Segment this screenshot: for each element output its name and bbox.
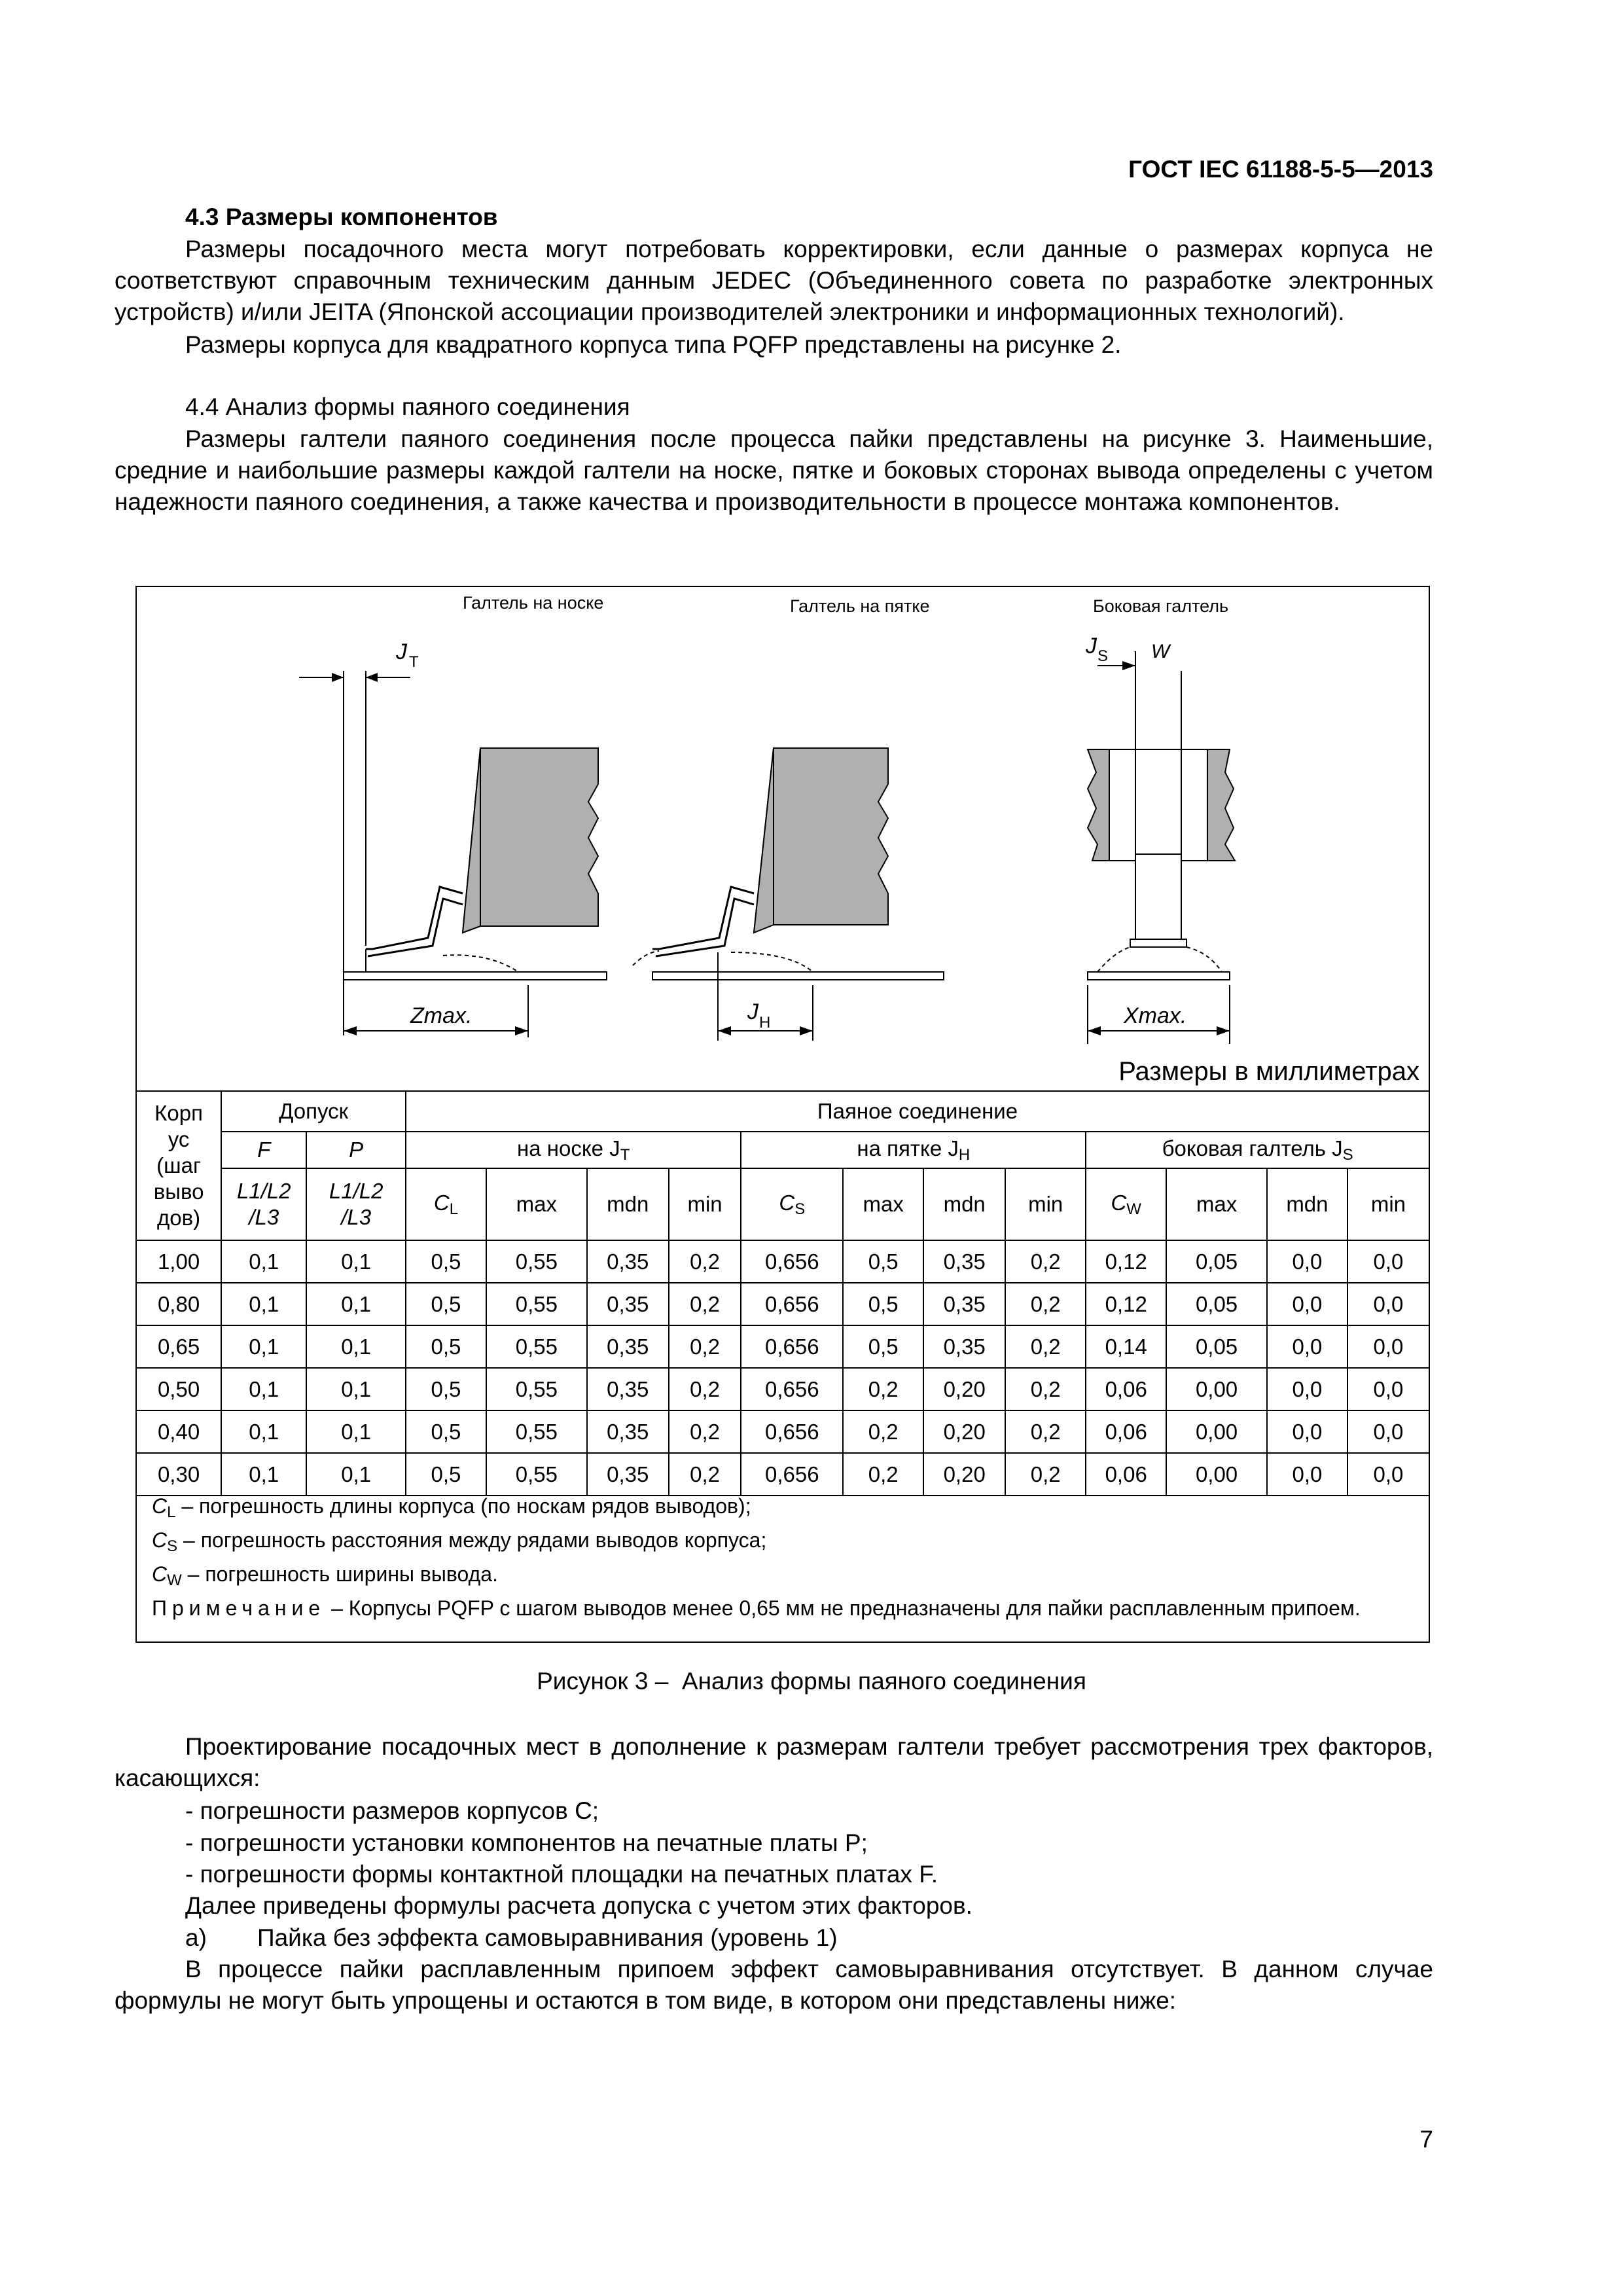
table-cell: 0,2: [843, 1410, 923, 1453]
table-cell: 0,20: [923, 1368, 1005, 1410]
table-cell: 0,80: [136, 1283, 221, 1325]
note-cl: $C_L$ – погрешность длины корпуса (по носкам рядов выводов);: [152, 1494, 751, 1521]
table-cell: 0,2: [1005, 1368, 1086, 1410]
section-4-4-para1: Размеры галтели паяного соединения после процесса пайки представлены на рисунке 3. Наименьшие, средние и наибольшие размеры каждой галтели на носке, пятке и боковых сторонах вывода определены с учетом надежности паяного соединения, а также качества и производительности в процессе монтажа компонентов.: [115, 425, 1433, 515]
table-cell: 0,1: [221, 1410, 306, 1453]
table-cell: 0,2: [1005, 1325, 1086, 1368]
list-item-1: - погрешности размеров корпусов C;: [185, 1797, 599, 1824]
table-cell: 0,05: [1166, 1283, 1267, 1325]
note-cw: $C_W$ – погрешность ширины вывода.: [152, 1562, 498, 1589]
header-side-max: max: [1166, 1168, 1267, 1240]
table-cell: 0,2: [669, 1453, 741, 1496]
svg-text:H: H: [759, 1014, 771, 1031]
table-cell: 0,2: [1005, 1410, 1086, 1453]
figure-caption: Рисунок 3 – Анализ формы паяного соединения: [537, 1668, 1086, 1695]
heel-fillet-drawing: [633, 748, 944, 1041]
svg-text:T: T: [409, 653, 419, 671]
solder-joint-diagram: [135, 586, 1430, 1090]
table-cell: 0,35: [923, 1240, 1005, 1283]
svg-text:S: S: [1097, 647, 1109, 665]
table-cell: 0,656: [741, 1410, 843, 1453]
table-cell: 0,35: [587, 1283, 669, 1325]
list-item-3: - погрешности формы контактной площадки на печатных платах F.: [185, 1861, 938, 1888]
table-cell: 0,2: [843, 1453, 923, 1496]
table-cell: 0,0: [1347, 1325, 1429, 1368]
table-cell: 0,00: [1166, 1410, 1267, 1453]
section-4-4-title: 4.4 Анализ формы паяного соединения: [185, 393, 630, 420]
units-label: Размеры в миллиметрах: [1118, 1057, 1419, 1086]
header-f: F: [221, 1132, 306, 1168]
header-p: P: [306, 1132, 406, 1168]
page-number: 7: [1419, 2126, 1433, 2153]
table-cell: 0,06: [1086, 1453, 1166, 1496]
header-heel-min: min: [1005, 1168, 1086, 1240]
table-cell: 0,00: [1166, 1368, 1267, 1410]
table-cell: 0,0: [1347, 1368, 1429, 1410]
table-cell: 0,00: [1166, 1453, 1267, 1496]
table-cell: 0,1: [306, 1283, 406, 1325]
header-side-min: min: [1347, 1168, 1429, 1240]
table-cell: 0,55: [486, 1453, 587, 1496]
header-toe-min: min: [669, 1168, 741, 1240]
table-cell: 0,0: [1267, 1325, 1347, 1368]
w-label: W: [1151, 641, 1170, 662]
table-cell: 0,5: [843, 1240, 923, 1283]
toe-fillet-drawing: [299, 639, 607, 1037]
table-cell: 0,1: [306, 1410, 406, 1453]
label-side-fillet: Боковая галтель: [1093, 596, 1229, 616]
table-cell: 0,55: [486, 1410, 587, 1453]
table-cell: 0,12: [1086, 1283, 1166, 1325]
table-cell: 0,2: [669, 1283, 741, 1325]
after-para3: В процессе пайки расплавленным припоем эффект самовыравнивания отсутствует. В данном случае формулы не могут быть упрощены и остаются в том виде, в котором они представлены ниже:: [115, 1956, 1433, 2014]
table-cell: 0,2: [669, 1240, 741, 1283]
header-p-sub: L1/L2 /L3: [306, 1168, 406, 1240]
table-cell: 0,0: [1347, 1283, 1429, 1325]
table-cell: 0,35: [587, 1325, 669, 1368]
jh-label: J: [747, 999, 758, 1024]
table-cell: 0,656: [741, 1283, 843, 1325]
table-cell: 0,30: [136, 1453, 221, 1496]
table-cell: 0,0: [1267, 1283, 1347, 1325]
item-a-label: а): [185, 1924, 207, 1951]
table-cell: 0,0: [1347, 1410, 1429, 1453]
header-toe-max: max: [486, 1168, 587, 1240]
table-cell: 0,20: [923, 1410, 1005, 1453]
table-cell: 0,5: [406, 1240, 486, 1283]
header-package-text: Корп ус (шаг выво дов): [153, 1101, 204, 1230]
table-row: [136, 1368, 1429, 1410]
table-cell: 0,06: [1086, 1368, 1166, 1410]
table-cell: 1,00: [136, 1240, 221, 1283]
note-cs: $C_S$ – погрешность расстояния между рядами выводов корпуса;: [152, 1528, 767, 1555]
table-cell: 0,2: [669, 1368, 741, 1410]
table-row: [136, 1325, 1429, 1368]
table-cell: 0,5: [406, 1325, 486, 1368]
header-heel-max: max: [843, 1168, 923, 1240]
table-cell: 0,2: [1005, 1283, 1086, 1325]
label-toe-fillet: Галтель на носке: [463, 593, 604, 613]
table-cell: 0,2: [669, 1325, 741, 1368]
table-row: [136, 1240, 1429, 1283]
header-heel-mdn: mdn: [923, 1168, 1005, 1240]
table-cell: 0,0: [1267, 1240, 1347, 1283]
table-cell: 0,656: [741, 1325, 843, 1368]
xmax-label: Xmax.: [1124, 1003, 1187, 1028]
zmax-label: Zmax.: [410, 1003, 473, 1028]
table-row: [136, 1283, 1429, 1325]
table-cell: 0,55: [486, 1368, 587, 1410]
list-item-2: - погрешности установки компонентов на печатные платы P;: [185, 1829, 868, 1856]
document-header: ГОСТ IEC 61188-5-5—2013: [1128, 156, 1433, 183]
table-cell: 0,656: [741, 1453, 843, 1496]
header-cl: $C_L$: [406, 1168, 486, 1240]
table-cell: 0,35: [587, 1368, 669, 1410]
table-cell: 0,65: [136, 1325, 221, 1368]
table-cell: 0,5: [406, 1368, 486, 1410]
table-cell: 0,0: [1267, 1368, 1347, 1410]
section-4-3-para2: Размеры корпуса для квадратного корпуса типа PQFP представлены на рисунке 2.: [185, 331, 1122, 358]
header-heel: на пятке $J_H$: [741, 1132, 1086, 1168]
table-cell: 0,1: [221, 1325, 306, 1368]
table-cell: 0,06: [1086, 1410, 1166, 1453]
after-para2: Далее приведены формулы расчета допуска с учетом этих факторов.: [185, 1892, 972, 1919]
header-f-sub: L1/L2 /L3: [221, 1168, 306, 1240]
table-cell: 0,656: [741, 1368, 843, 1410]
table-cell: 0,2: [1005, 1453, 1086, 1496]
label-heel-fillet: Галтель на пятке: [790, 596, 930, 616]
header-cw: $C_W$: [1086, 1168, 1166, 1240]
table-cell: 0,1: [221, 1283, 306, 1325]
table-cell: 0,1: [306, 1453, 406, 1496]
table-cell: 0,12: [1086, 1240, 1166, 1283]
table-row: [136, 1453, 1429, 1496]
header-toe: на носке $J_T$: [406, 1132, 741, 1168]
table-cell: 0,0: [1267, 1453, 1347, 1496]
table-cell: 0,0: [1347, 1453, 1429, 1496]
header-toe-mdn: mdn: [587, 1168, 669, 1240]
table-cell: 0,35: [923, 1325, 1005, 1368]
table-body: [136, 1240, 1429, 1496]
table-notes: [152, 1492, 1415, 1622]
table-cell: 0,2: [843, 1368, 923, 1410]
table-cell: 0,14: [1086, 1325, 1166, 1368]
table-cell: 0,1: [306, 1325, 406, 1368]
table-cell: 0,40: [136, 1410, 221, 1453]
solder-joint-table: [135, 1090, 1430, 1496]
table-cell: 0,20: [923, 1453, 1005, 1496]
table-cell: 0,1: [221, 1240, 306, 1283]
table-cell: 0,55: [486, 1240, 587, 1283]
table-cell: 0,35: [587, 1240, 669, 1283]
table-row: [136, 1410, 1429, 1453]
table-cell: 0,5: [406, 1283, 486, 1325]
table-cell: 0,2: [1005, 1240, 1086, 1283]
table-cell: 0,0: [1347, 1240, 1429, 1283]
table-cell: 0,2: [669, 1410, 741, 1453]
table-cell: 0,5: [406, 1410, 486, 1453]
header-side-mdn: mdn: [1267, 1168, 1347, 1240]
table-cell: 0,1: [221, 1453, 306, 1496]
item-a-text: Пайка без эффекта самовыравнивания (уровень 1): [257, 1924, 838, 1951]
table-cell: 0,35: [923, 1283, 1005, 1325]
side-fillet-drawing: [1085, 634, 1235, 1044]
header-tolerance: Допуск: [221, 1091, 406, 1132]
header-solder-joint: Паяное соединение: [406, 1091, 1429, 1132]
table-cell: 0,50: [136, 1368, 221, 1410]
header-package: [136, 1091, 221, 1240]
after-para1: Проектирование посадочных мест в дополнение к размерам галтели требует рассмотрения трех факторов, касающихся:: [115, 1733, 1433, 1791]
js-label: J: [1086, 634, 1097, 658]
table-cell: 0,1: [306, 1240, 406, 1283]
section-4-3-para1: Размеры посадочного места могут потребовать корректировки, если данные о размерах корпуса не соответствуют справочным техническим данным JEDEC (Объединенного совета по разработке электронных устройств) и/или JEITA (Японской ассоциации производителей электроники и информационных технологий).: [115, 236, 1433, 325]
table-cell: 0,05: [1166, 1325, 1267, 1368]
table-cell: 0,35: [587, 1410, 669, 1453]
table-cell: 0,1: [221, 1368, 306, 1410]
header-cs: $C_S$: [741, 1168, 843, 1240]
table-cell: 0,656: [741, 1240, 843, 1283]
table-cell: 0,55: [486, 1283, 587, 1325]
table-cell: 0,55: [486, 1325, 587, 1368]
note-text: Примечание – Корпусы PQFP с шагом выводов менее 0,65 мм не предназначены для пайки расплавленным припоем.: [152, 1596, 1361, 1620]
table-cell: 0,35: [587, 1453, 669, 1496]
table-cell: 0,1: [306, 1368, 406, 1410]
table-cell: 0,0: [1267, 1410, 1347, 1453]
table-cell: 0,5: [843, 1325, 923, 1368]
table-cell: 0,5: [843, 1283, 923, 1325]
section-4-3-title: 4.3 Размеры компонентов: [185, 204, 498, 230]
jt-label: J: [396, 639, 407, 664]
header-side: боковая галтель $J_S$: [1086, 1132, 1429, 1168]
table-cell: 0,05: [1166, 1240, 1267, 1283]
table-cell: 0,5: [406, 1453, 486, 1496]
